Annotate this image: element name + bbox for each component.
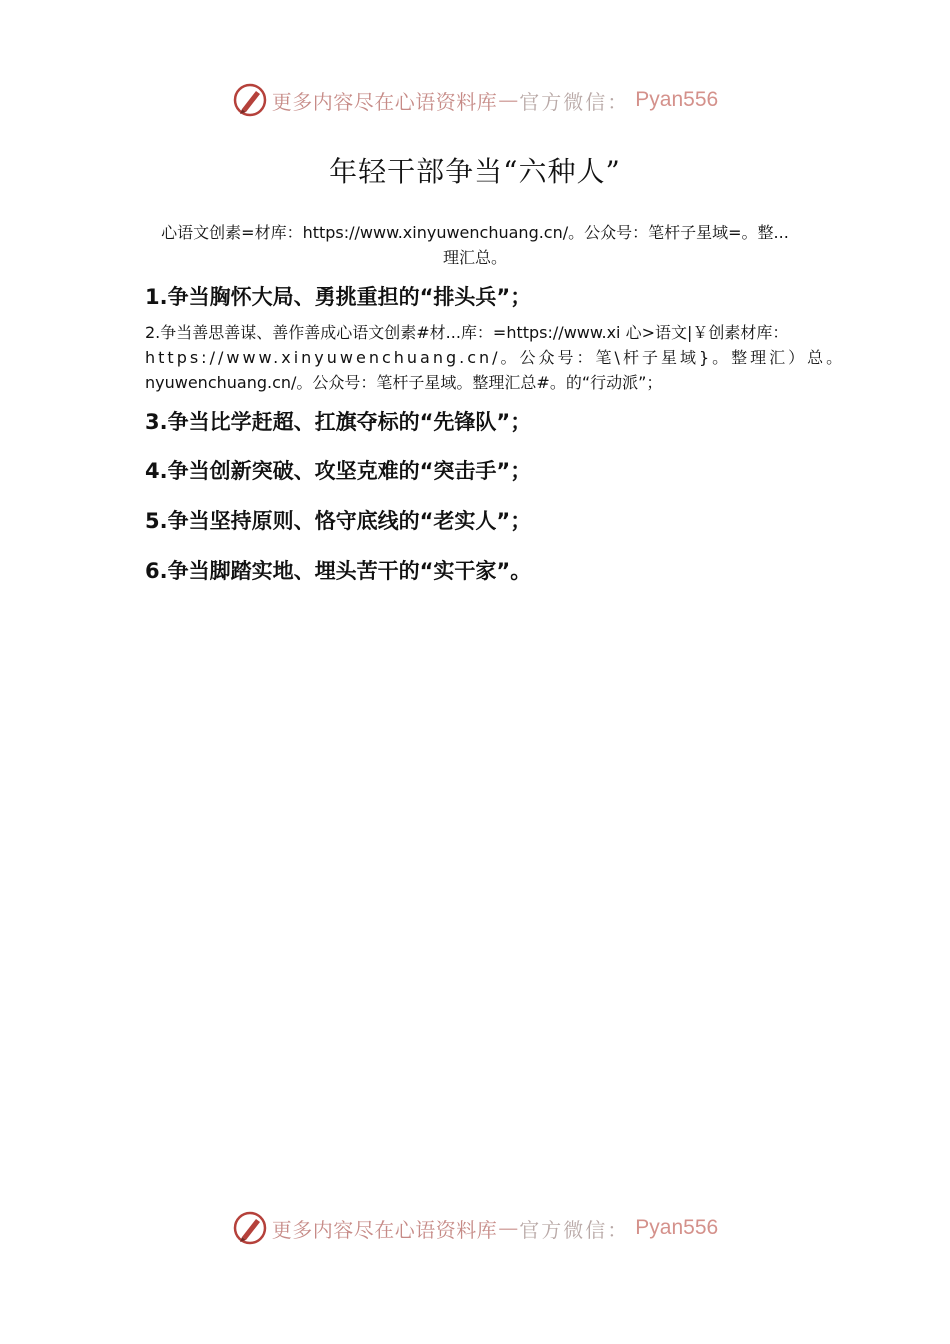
source-note-line-1: 心语文创素=材库：https://www.xinyuwenchuang.cn/。公众号：笔杆子星域=。整... — [161, 223, 789, 242]
banner-wechat-label: 官方微信： — [519, 89, 630, 114]
source-note-line-2: 理汇总。 — [442, 248, 507, 267]
item-3-heading: 3.争当比学赶超、扛旗夺标的“先锋队”； — [145, 410, 532, 434]
banner-wechat-id: Pyan556 — [635, 88, 719, 111]
item-2-line-2: https://www.xinyuwenchuang.cn/。公众号：笔\杆子星域}。整理汇）总。 — [145, 348, 846, 367]
pen-logo-icon — [232, 1210, 268, 1246]
item-6-heading: 6.争当脚踏实地、埋头苦干的“实干家”。 — [145, 559, 532, 583]
item-1-heading: 1.争当胸怀大局、勇挑重担的“排头兵”； — [145, 285, 532, 309]
banner-slogan: 更多内容尽在心语资料库 — [271, 89, 498, 114]
banner-wechat-id: Pyan556 — [635, 1216, 719, 1239]
item-2-line-3: nyuwenchuang.cn/。公众号：笔杆子星域。整理汇总#。的“行动派”； — [145, 373, 663, 392]
footer-banner — [0, 1210, 950, 1246]
item-2-line-1: 2.争当善思善谋、善作善成心语文创素#材...库：=https://www.xi 心>语文|￥创素材库： — [145, 323, 789, 342]
source-note — [140, 220, 810, 270]
item-4-heading: 4.争当创新突破、攻坚克难的“突击手”； — [145, 459, 532, 483]
banner-dash: — — [498, 1216, 519, 1240]
item-5-heading: 5.争当坚持原则、恪守底线的“老实人”； — [145, 509, 532, 533]
header-banner — [0, 82, 950, 118]
document-title: 年轻干部争当“六种人” — [329, 155, 621, 188]
banner-dash: — — [498, 88, 519, 112]
pen-logo-icon — [232, 82, 268, 118]
banner-wechat-label: 官方微信： — [519, 1217, 630, 1242]
item-2-paragraph — [145, 320, 846, 395]
banner-slogan: 更多内容尽在心语资料库 — [271, 1217, 498, 1242]
